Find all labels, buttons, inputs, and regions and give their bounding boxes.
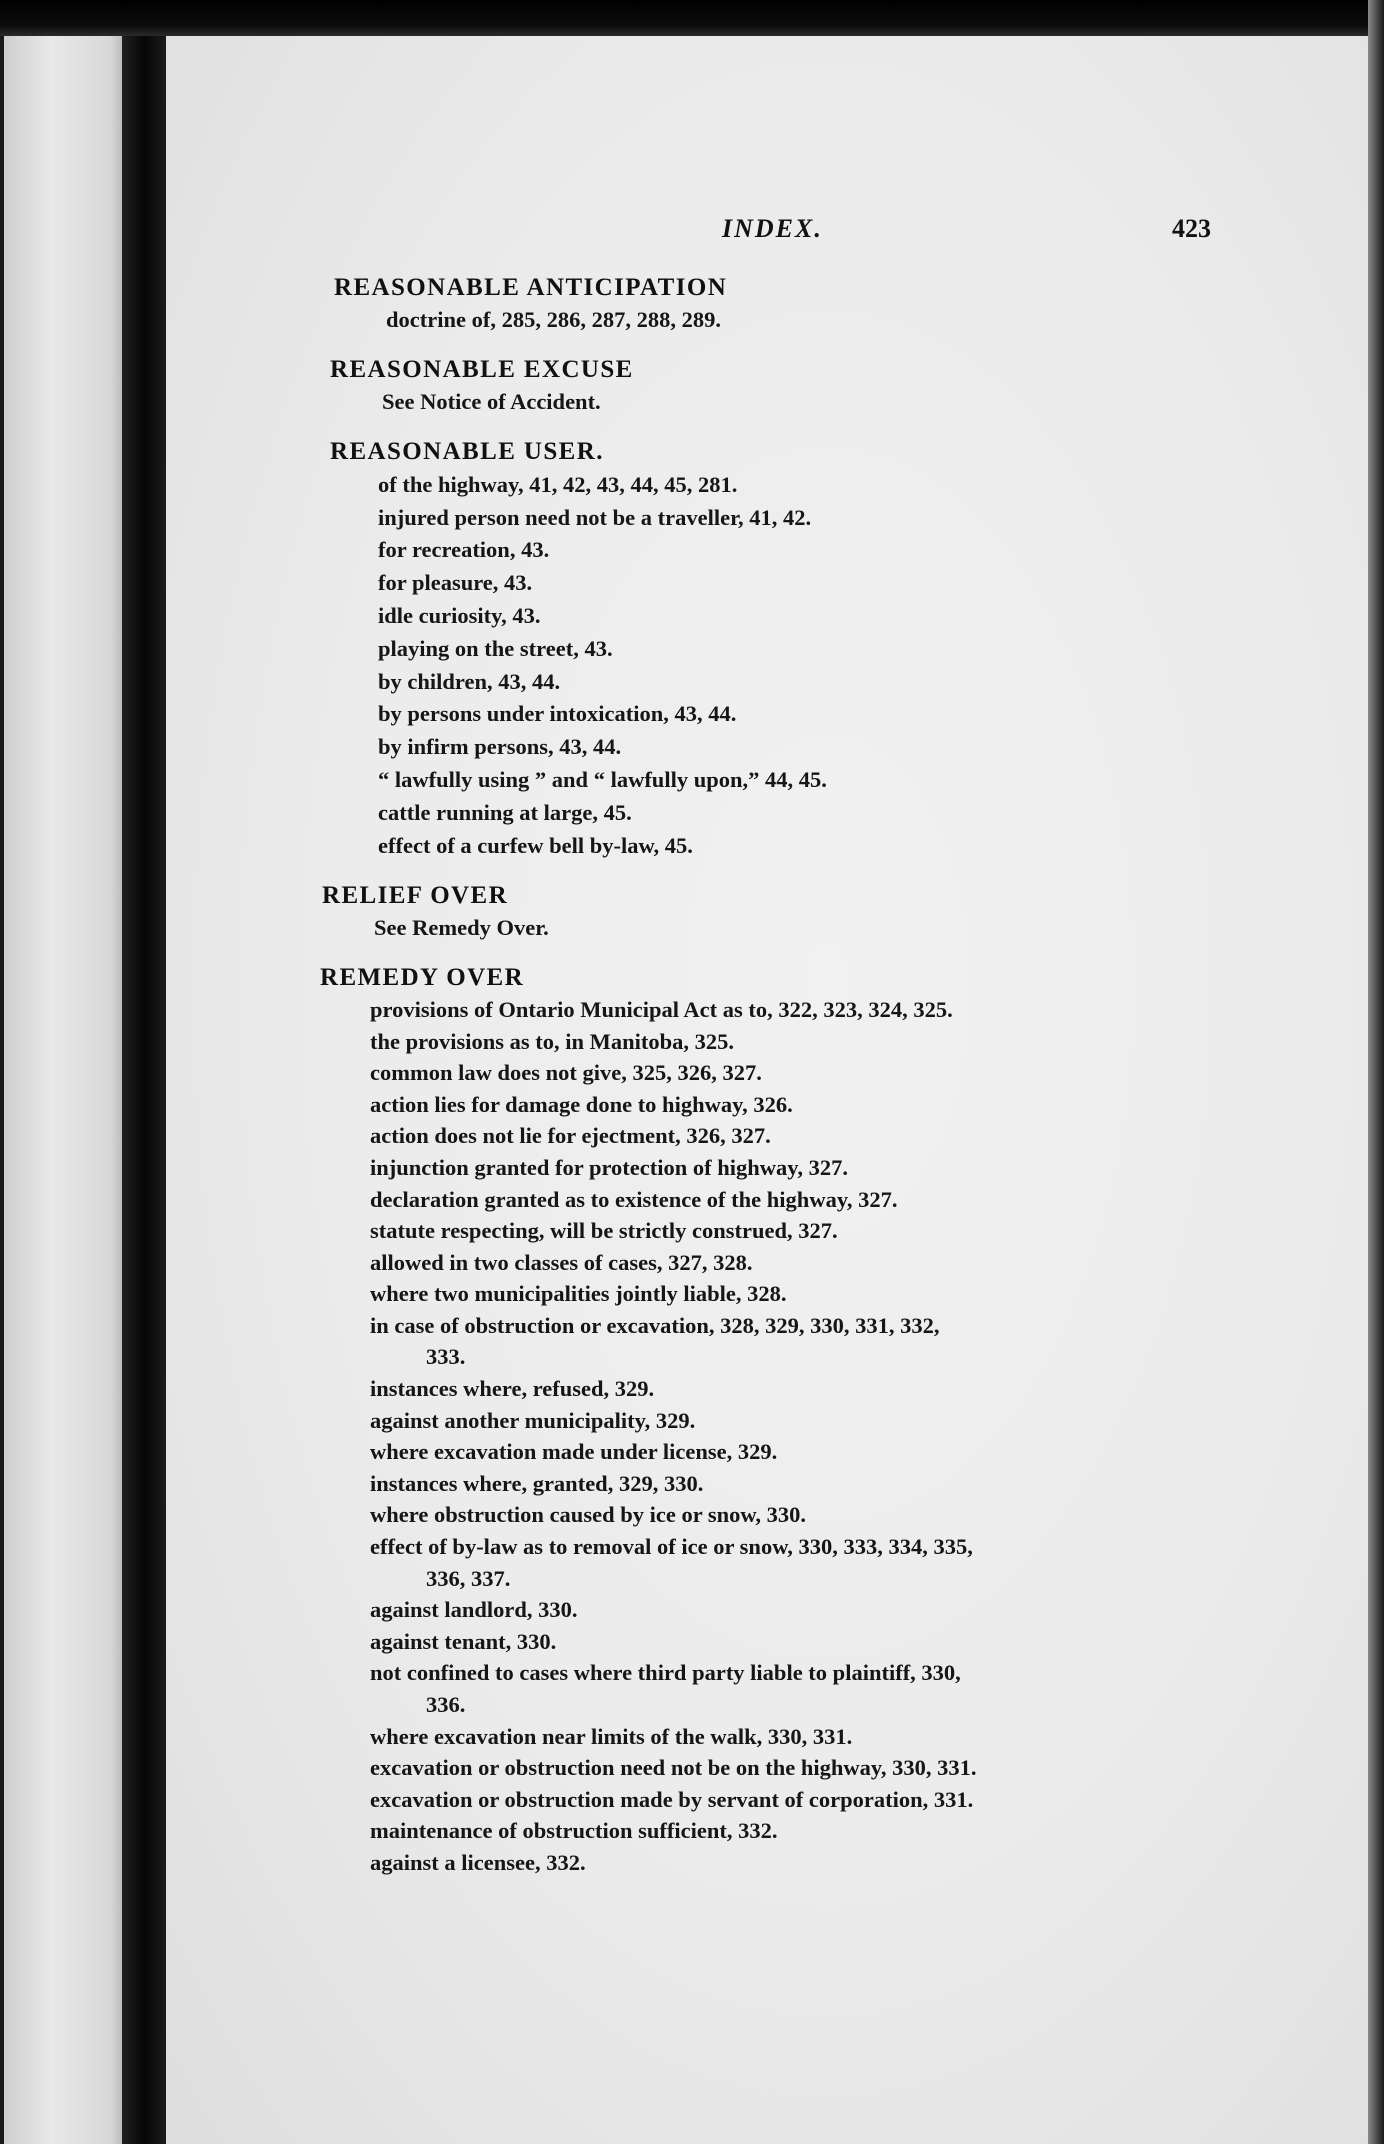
index-entry [166,436,1368,862]
subentry: doctrine of, 285, 286, 287, 288, 289. [386,307,721,332]
subentry: where excavation made under license, 329. [370,1439,778,1465]
subentry: effect of a curfew bell by-law, 45. [378,832,693,858]
subentry: playing on the street, 43. [378,635,613,661]
book-spine [122,0,166,2144]
facing-page-edge [4,20,122,2144]
subentry: excavation or obstruction made by servant of corporation, 331. [370,1786,974,1812]
subentry: against a licensee, 332. [370,1849,586,1875]
subentry: for recreation, 43. [378,537,550,563]
subentry: against landlord, 330. [370,1597,578,1623]
subentry: idle curiosity, 43. [378,602,541,628]
subentry: in case of obstruction or excavation, 328, 329, 330, 331, 332, [370,1312,940,1338]
subentry: effect of by-law as to removal of ice or snow, 330, 333, 334, 335, [370,1534,973,1560]
subentry: for pleasure, 43. [378,570,533,596]
subentry: where excavation near limits of the walk, 330, 331. [370,1723,853,1749]
entry-heading: REASONABLE USER. [330,438,604,465]
subentry: against another municipality, 329. [370,1407,696,1433]
subentry: See Notice of Accident. [382,389,601,414]
subentry: the provisions as to, in Manitoba, 325. [370,1028,735,1054]
subentry: excavation or obstruction need not be on the highway, 330, 331. [370,1755,977,1781]
subentry: by children, 43, 44. [378,668,561,694]
top-shadow [0,0,1384,36]
subentry: “ lawfully using ” and “ lawfully upon,” 44, 45. [378,766,827,792]
subentry: statute respecting, will be strictly construed, 327. [370,1218,838,1244]
index-page [166,36,1368,2144]
subentry: by infirm persons, 43, 44. [378,734,622,760]
index-entry [166,354,1368,418]
index-entry [166,272,1368,336]
subentry: injured person need not be a traveller, 41, 42. [378,504,812,530]
subentry: of the highway, 41, 42, 43, 44, 45, 281. [378,471,738,497]
index-entries [166,272,1368,1879]
subentry: not confined to cases where third party liable to plaintiff, 330, [370,1660,961,1686]
index-entry [166,880,1368,944]
subentry: action lies for damage done to highway, 326. [370,1091,793,1117]
subentry: where obstruction caused by ice or snow, 330. [370,1502,807,1528]
subentry: instances where, refused, 329. [370,1376,655,1402]
subentry: action does not lie for ejectment, 326, 327. [370,1123,771,1149]
subentry-continuation: 336, 337. [426,1565,511,1591]
subentry: common law does not give, 325, 326, 327. [370,1060,762,1086]
subentry: See Remedy Over. [374,915,549,941]
subentry: allowed in two classes of cases, 327, 328. [370,1249,753,1275]
subentry: where two municipalities jointly liable, 328. [370,1281,787,1307]
subentry: maintenance of obstruction sufficient, 332. [370,1818,778,1844]
subentry: by persons under intoxication, 43, 44. [378,701,737,727]
subentry: instances where, granted, 329, 330. [370,1470,704,1496]
subentry-continuation: 336. [426,1692,466,1718]
running-head: INDEX. [722,214,823,243]
entry-heading: RELIEF OVER [322,882,509,910]
entry-heading: REMEDY OVER [320,964,525,992]
index-entry [166,962,1368,1878]
page-number: 423 [1172,214,1211,243]
subentry-continuation: 333. [426,1344,466,1370]
subentry: injunction granted for protection of highway, 327. [370,1154,848,1180]
entry-heading: REASONABLE EXCUSE [330,356,634,383]
subentry: provisions of Ontario Municipal Act as to, 322, 323, 324, 325. [370,996,953,1022]
subentry: declaration granted as to existence of the highway, 327. [370,1186,898,1212]
entry-heading: REASONABLE ANTICIPATION [334,274,728,301]
page-header [166,214,1368,254]
subentry: against tenant, 330. [370,1628,557,1654]
right-page-edge [1368,0,1384,2144]
subentry: cattle running at large, 45. [378,799,632,825]
